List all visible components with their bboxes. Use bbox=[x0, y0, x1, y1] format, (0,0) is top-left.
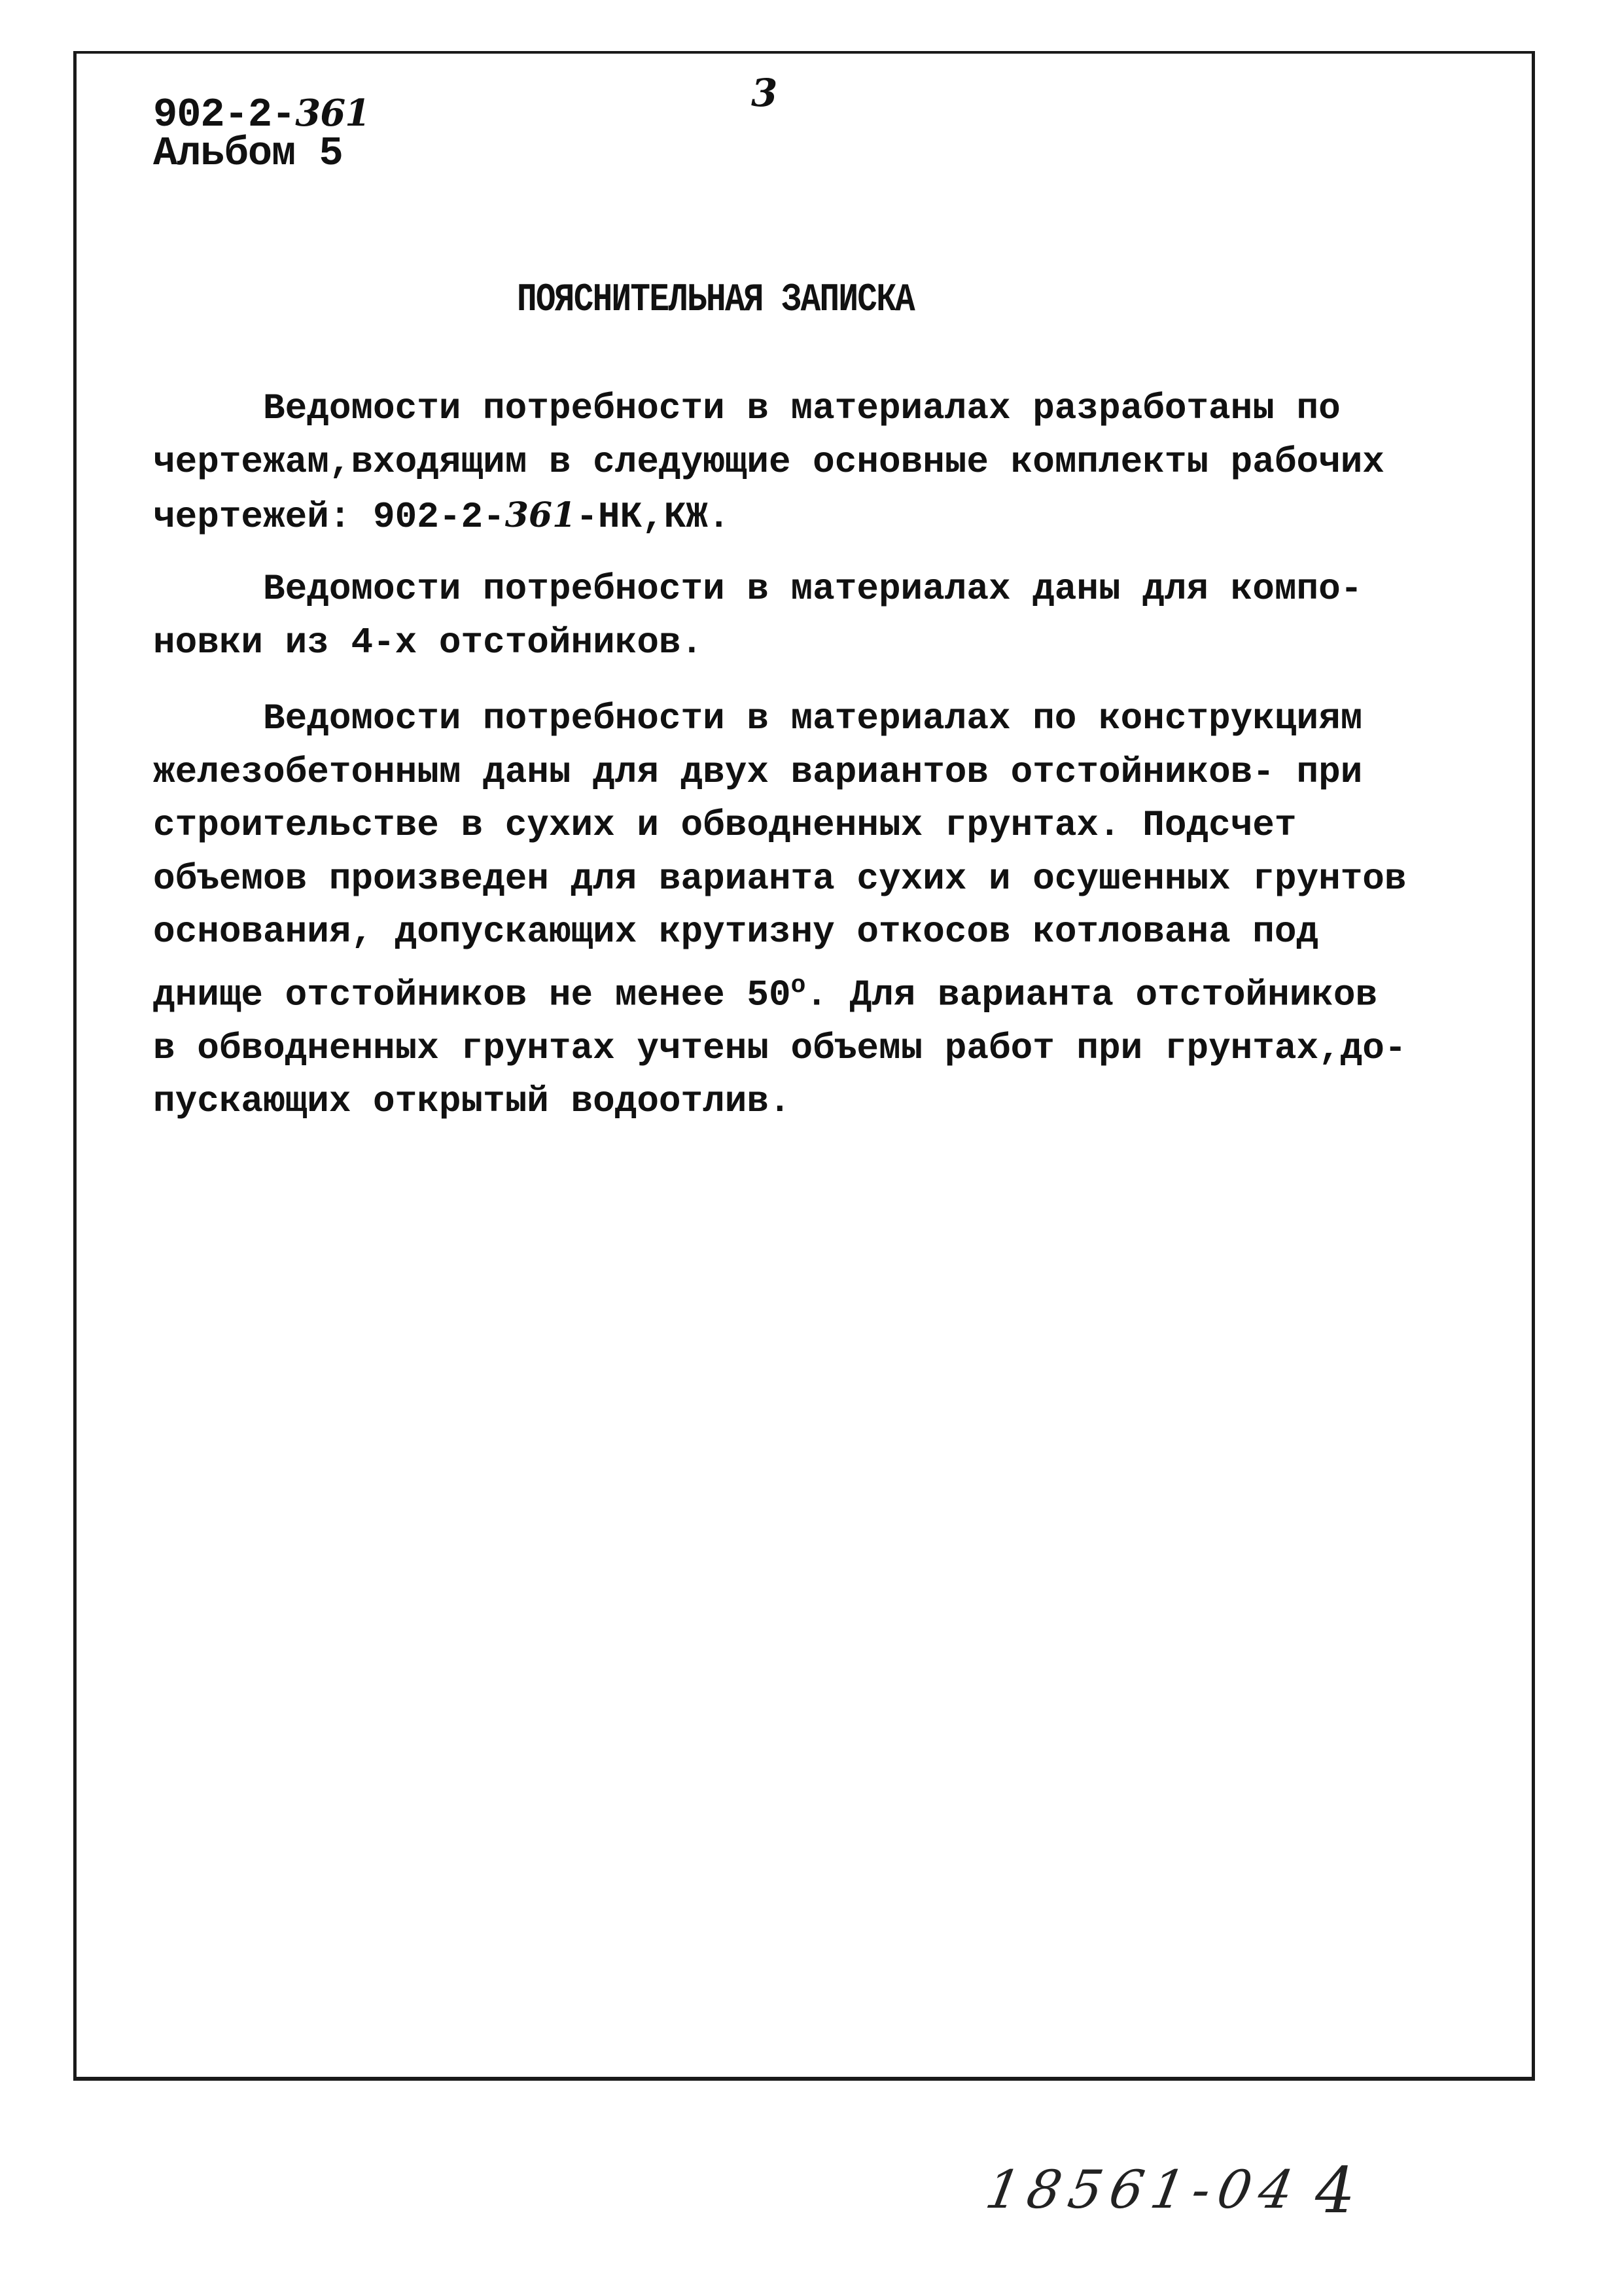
paragraph-line bbox=[153, 489, 1514, 544]
page-number: 3 bbox=[751, 71, 778, 115]
page-title: ПОЯСНИТЕЛЬНАЯ ЗАПИСКА bbox=[517, 278, 915, 323]
handwritten-number: 361 bbox=[504, 495, 576, 535]
paragraph-line bbox=[153, 959, 1514, 1022]
paragraph-line-text: чертежей: 902-2- bbox=[153, 496, 505, 538]
paragraph-line: железобетонным даны для двух вариантов отстойников- при bbox=[153, 751, 1363, 793]
paragraph-line: пускающих открытый водоотлив. bbox=[153, 1080, 791, 1123]
document-code-prefix: 902-2- bbox=[153, 92, 296, 138]
paragraph-line: Ведомости потребности в материалах даны для компо- bbox=[263, 568, 1363, 610]
archive-number: 18561-04 bbox=[981, 2159, 1306, 2220]
paragraph-line: строительстве в сухих и обводненных грунтах. Подсчет bbox=[153, 804, 1297, 846]
paragraph-line: объемов произведен для варианта сухих и осушенных грунтов bbox=[153, 857, 1407, 900]
paragraph-line: Ведомости потребности в материалах по конструкциям bbox=[263, 698, 1363, 739]
paragraph-2 bbox=[153, 563, 1514, 669]
album-label: Альбом 5 bbox=[153, 130, 343, 177]
paragraph-line-text: -НК,КЖ. bbox=[576, 496, 730, 538]
paragraph-line: Ведомости потребности в материалах разработаны по bbox=[263, 387, 1341, 429]
paragraph-line: новки из 4-х отстойников. bbox=[153, 621, 703, 663]
document-code-handwritten: 361 bbox=[295, 92, 370, 135]
sheet-number: 4 bbox=[1315, 2154, 1356, 2227]
degree-superscript: о bbox=[790, 971, 806, 1000]
paragraph-line-text: . Для варианта отстойников bbox=[805, 974, 1378, 1016]
paragraph-1 bbox=[153, 382, 1514, 544]
paragraph-line-text: днище отстойников не менее 50 bbox=[153, 974, 791, 1016]
paragraph-3 bbox=[153, 692, 1514, 1129]
paragraph-line: в обводненных грунтах учтены объемы работ при грунтах,до- bbox=[153, 1027, 1407, 1069]
paragraph-line: чертежам,входящим в следующие основные комплекты рабочих bbox=[153, 440, 1384, 483]
paragraph-line: основания, допускающих крутизну откосов котлована под bbox=[153, 911, 1319, 953]
